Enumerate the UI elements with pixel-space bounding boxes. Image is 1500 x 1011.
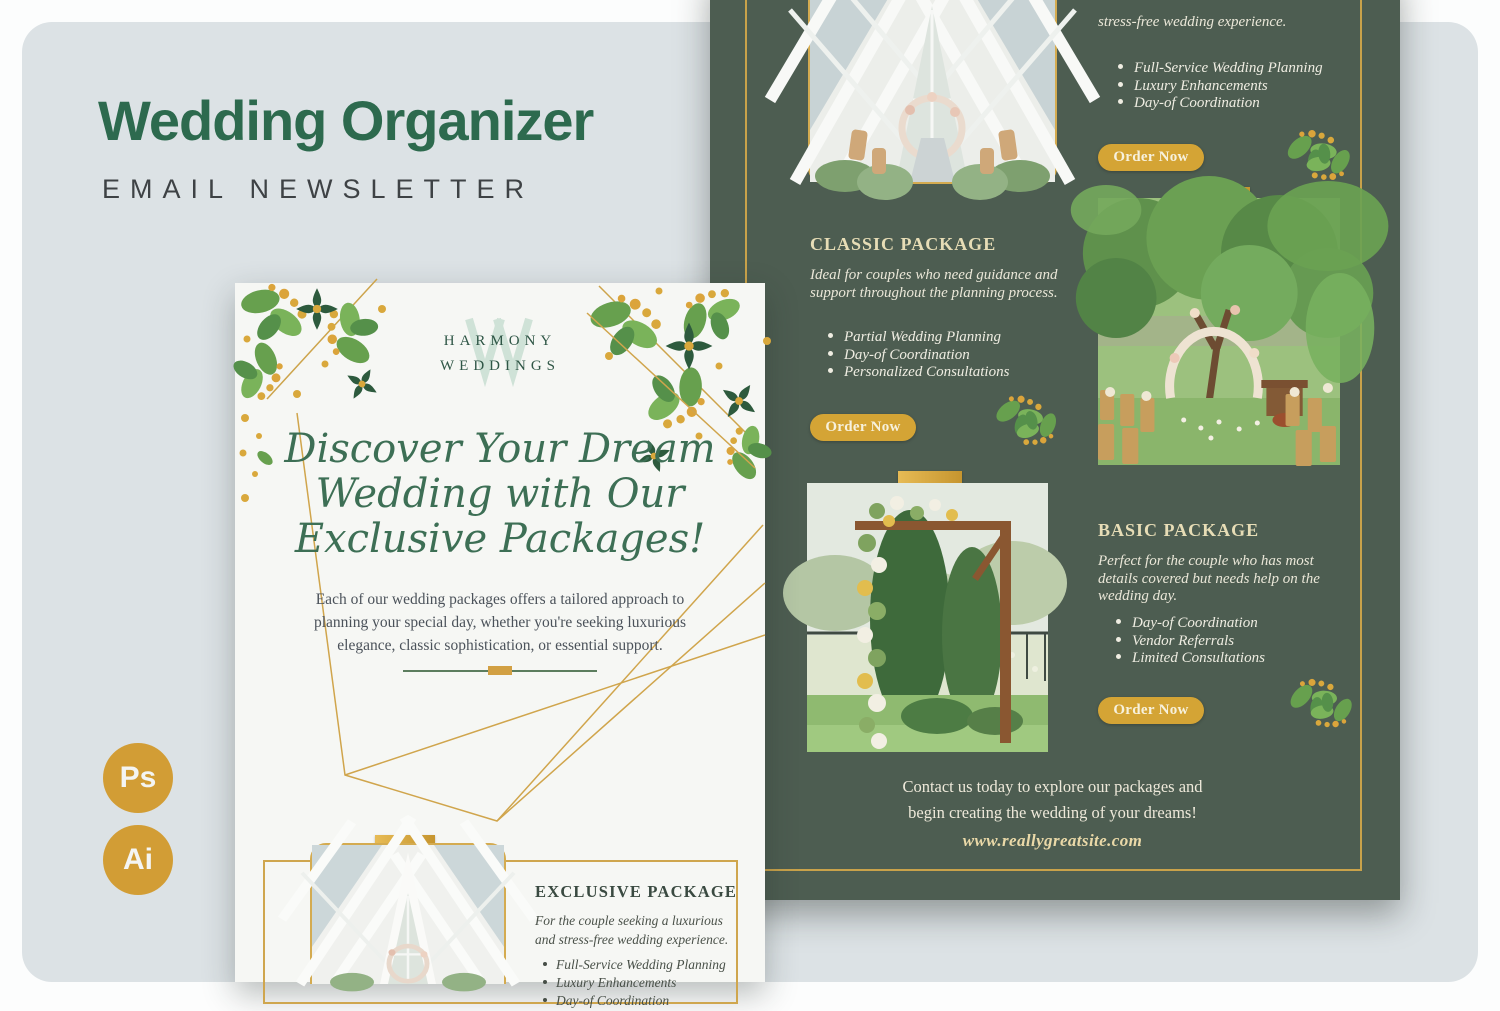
classic-bullet-list	[828, 329, 1009, 382]
page-title: Wedding Organizer	[98, 89, 594, 152]
brand-name-line1: HARMONY	[443, 333, 557, 349]
list-item: Vendor Referrals	[1116, 633, 1265, 651]
floral-decoration	[1005, 395, 1055, 445]
classic-package-title: CLASSIC PACKAGE	[810, 234, 997, 254]
list-item: Day-of Coordination	[1118, 95, 1323, 113]
list-item: Luxury Enhancements	[543, 975, 726, 993]
exclusive-package-bullet-list	[543, 957, 726, 1011]
photo-garden-tree-arch	[1098, 198, 1340, 465]
photo-chapel-interior	[310, 843, 506, 984]
headline-line2: Wedding with Our	[315, 471, 685, 517]
list-item: Day-of Coordination	[543, 993, 726, 1011]
mockup-card	[22, 14, 1478, 1008]
floral-decoration	[1298, 678, 1348, 728]
headline-line3: Exclusive Packages!	[294, 516, 706, 562]
exclusive-bullet-list	[1118, 60, 1323, 113]
list-item: Day-of Coordination	[1116, 615, 1265, 633]
exclusive-package-description: For the couple seeking a luxurious and stress-free wedding experience.	[535, 913, 729, 947]
page-subtitle: EMAIL NEWSLETTER	[102, 174, 535, 204]
basic-bullet-list	[1116, 615, 1265, 668]
photoshop-badge-label: Ps	[119, 761, 157, 794]
intro-paragraph: Each of our wedding packages offers a tailored approach to planning your special day, whether you're seeking luxurious elegance, classic sophistication, or essential support.	[314, 591, 686, 654]
divider	[403, 666, 597, 675]
list-item: Personalized Consultations	[828, 364, 1009, 382]
list-item: Full-Service Wedding Planning	[543, 957, 726, 975]
exclusive-package-title: EXCLUSIVE PACKAGE	[535, 882, 738, 901]
list-item: Limited Consultations	[1116, 650, 1265, 668]
floral-decoration	[1295, 128, 1345, 178]
photo-wooden-arch	[807, 483, 1048, 752]
list-item: Day-of Coordination	[828, 347, 1009, 365]
exclusive-description-tail: stress-free wedding experience.	[1098, 14, 1287, 30]
order-now-button-exclusive[interactable]: Order Now	[1098, 144, 1204, 171]
list-item: Luxury Enhancements	[1118, 78, 1323, 96]
order-now-button-basic[interactable]: Order Now	[1098, 697, 1204, 724]
newsletter-page-1	[235, 283, 765, 1008]
headline-line1: Discover Your Dream	[284, 426, 716, 472]
newsletter-page-2	[710, 0, 1400, 900]
website-link[interactable]: www.reallygreatsite.com	[962, 831, 1143, 850]
illustrator-badge-label: Ai	[123, 843, 153, 876]
order-now-button-classic[interactable]: Order Now	[810, 414, 916, 441]
illustrator-badge	[103, 825, 173, 895]
list-item: Partial Wedding Planning	[828, 329, 1009, 347]
basic-package-description: Perfect for the couple who has most details covered but needs help on the wedding day.	[1098, 553, 1320, 604]
photoshop-badge	[103, 743, 173, 813]
basic-package-title: BASIC PACKAGE	[1098, 520, 1260, 540]
brand-name-line2: WEDDINGS	[440, 358, 560, 374]
photo-glasshouse-aisle	[808, 0, 1057, 184]
list-item: Full-Service Wedding Planning	[1118, 60, 1323, 78]
classic-package-description: Ideal for couples who need guidance and support throughout the planning process.	[810, 267, 1058, 301]
footer-contact-text: Contact us today to explore our packages and begin creating the wedding of your dreams!	[902, 777, 1203, 822]
gold-tab	[898, 471, 962, 483]
